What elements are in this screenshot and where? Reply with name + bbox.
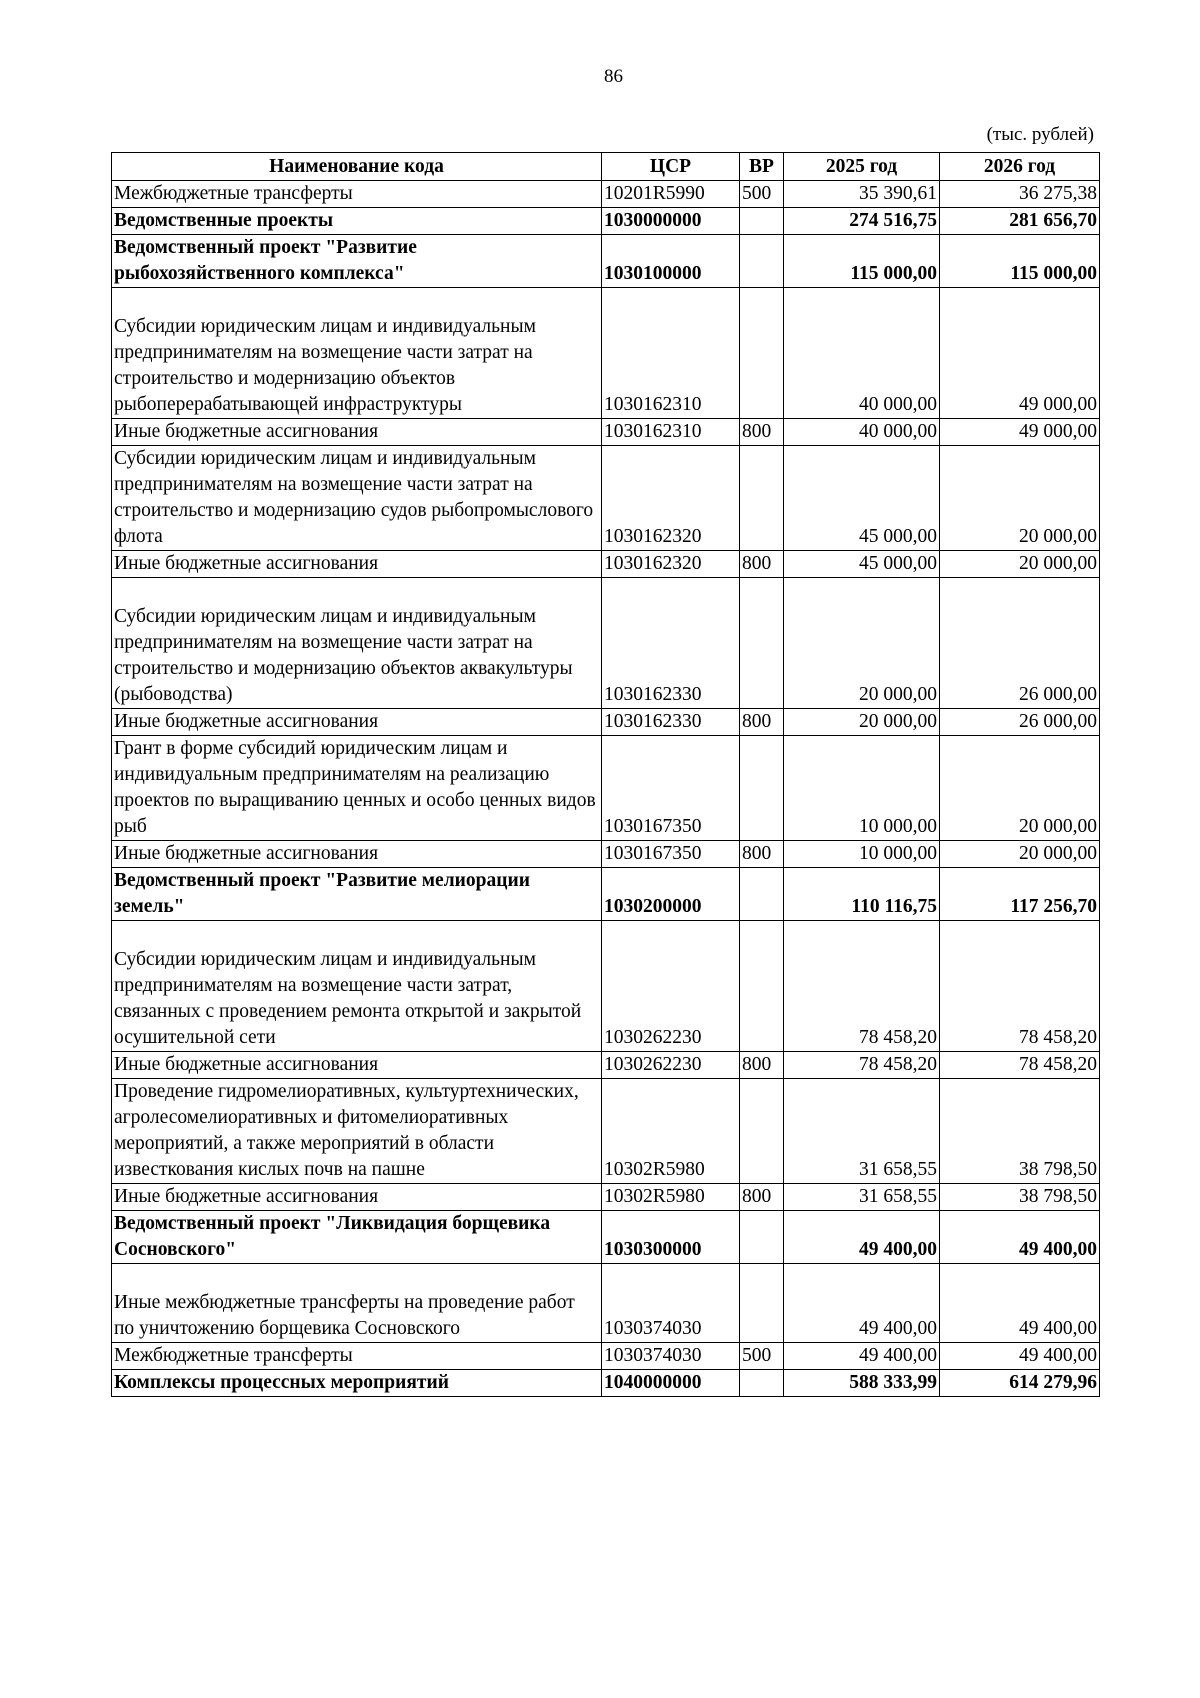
cell-name-text: Ведомственные проекты bbox=[114, 210, 334, 231]
table-row bbox=[112, 446, 1100, 551]
table-row bbox=[112, 868, 1100, 921]
table-header-row bbox=[112, 153, 1100, 181]
cell-name-text: Субсидии юридическим лицам и индивидуальным предпринимателям на возмещение части затрат на строительство и модернизацию судов рыбопромыслового флота bbox=[114, 448, 594, 547]
table-row bbox=[112, 1184, 1100, 1211]
header-vr: ВР bbox=[740, 153, 784, 181]
cell-vr bbox=[740, 1079, 784, 1184]
cell-name-text: Субсидии юридическим лицам и индивидуальным предпринимателям на возмещение части затрат на строительство и модернизацию объектов рыбоперерабатывающей инфраструктуры bbox=[114, 316, 536, 415]
cell-spacer bbox=[114, 1264, 599, 1290]
cell-2025: 274 516,75 bbox=[784, 208, 940, 235]
cell-csr: 1030162320 bbox=[602, 446, 740, 551]
cell-vr bbox=[740, 868, 784, 921]
table-row bbox=[112, 578, 1100, 709]
cell-csr: 10201R5990 bbox=[602, 181, 740, 208]
header-2026: 2026 год bbox=[940, 153, 1100, 181]
cell-2026: 49 400,00 bbox=[940, 1264, 1100, 1343]
cell-vr: 500 bbox=[740, 181, 784, 208]
cell-name bbox=[112, 1184, 602, 1211]
cell-2025: 49 400,00 bbox=[784, 1211, 940, 1264]
cell-spacer bbox=[114, 578, 599, 604]
table-row bbox=[112, 921, 1100, 1052]
cell-spacer bbox=[114, 921, 599, 947]
cell-csr: 1030200000 bbox=[602, 868, 740, 921]
table-row bbox=[112, 419, 1100, 446]
cell-vr bbox=[740, 578, 784, 709]
cell-name-text: Иные бюджетные ассигнования bbox=[114, 843, 379, 864]
cell-csr: 1030167350 bbox=[602, 736, 740, 841]
cell-2025: 78 458,20 bbox=[784, 1052, 940, 1079]
cell-name-text: Иные бюджетные ассигнования bbox=[114, 553, 379, 574]
cell-name bbox=[112, 208, 602, 235]
cell-vr: 800 bbox=[740, 709, 784, 736]
cell-csr: 1030262230 bbox=[602, 1052, 740, 1079]
cell-2025: 20 000,00 bbox=[784, 578, 940, 709]
cell-csr: 10302R5980 bbox=[602, 1184, 740, 1211]
cell-2026: 20 000,00 bbox=[940, 841, 1100, 868]
units-label: (тыс. рублей) bbox=[986, 124, 1094, 145]
cell-vr bbox=[740, 736, 784, 841]
budget-table bbox=[111, 152, 1100, 1397]
cell-csr: 1030262230 bbox=[602, 921, 740, 1052]
cell-vr bbox=[740, 208, 784, 235]
cell-2025: 10 000,00 bbox=[784, 841, 940, 868]
cell-vr bbox=[740, 235, 784, 288]
cell-2025: 40 000,00 bbox=[784, 288, 940, 419]
cell-csr: 1030162330 bbox=[602, 578, 740, 709]
cell-2025: 45 000,00 bbox=[784, 446, 940, 551]
cell-csr: 1040000000 bbox=[602, 1370, 740, 1397]
cell-2025: 31 658,55 bbox=[784, 1079, 940, 1184]
cell-vr bbox=[740, 1264, 784, 1343]
cell-vr: 800 bbox=[740, 419, 784, 446]
cell-2025: 40 000,00 bbox=[784, 419, 940, 446]
table-row bbox=[112, 1264, 1100, 1343]
table-row bbox=[112, 551, 1100, 578]
table-row bbox=[112, 736, 1100, 841]
cell-name bbox=[112, 419, 602, 446]
cell-2025: 49 400,00 bbox=[784, 1264, 940, 1343]
cell-2025: 10 000,00 bbox=[784, 736, 940, 841]
page-number: 86 bbox=[604, 66, 623, 87]
cell-name bbox=[112, 181, 602, 208]
cell-2025: 115 000,00 bbox=[784, 235, 940, 288]
cell-name bbox=[112, 235, 602, 288]
cell-2025: 31 658,55 bbox=[784, 1184, 940, 1211]
table-row bbox=[112, 1370, 1100, 1397]
cell-name-text: Иные бюджетные ассигнования bbox=[114, 711, 379, 732]
cell-2025: 35 390,61 bbox=[784, 181, 940, 208]
cell-name-text: Иные бюджетные ассигнования bbox=[114, 421, 379, 442]
cell-csr: 1030162330 bbox=[602, 709, 740, 736]
cell-spacer bbox=[114, 288, 599, 314]
cell-name bbox=[112, 709, 602, 736]
cell-2026: 38 798,50 bbox=[940, 1079, 1100, 1184]
header-2025: 2025 год bbox=[784, 153, 940, 181]
header-name: Наименование кода bbox=[112, 153, 602, 181]
cell-csr: 1030162310 bbox=[602, 419, 740, 446]
cell-csr: 1030100000 bbox=[602, 235, 740, 288]
cell-vr: 800 bbox=[740, 551, 784, 578]
cell-2026: 20 000,00 bbox=[940, 551, 1100, 578]
cell-2026: 78 458,20 bbox=[940, 921, 1100, 1052]
cell-2026: 20 000,00 bbox=[940, 736, 1100, 841]
cell-name-text: Ведомственный проект "Ликвидация борщевика Сосновского" bbox=[114, 1213, 551, 1260]
table-row bbox=[112, 288, 1100, 419]
cell-2025: 45 000,00 bbox=[784, 551, 940, 578]
table-body bbox=[112, 181, 1100, 1397]
cell-csr: 1030000000 bbox=[602, 208, 740, 235]
cell-vr bbox=[740, 288, 784, 419]
cell-2026: 117 256,70 bbox=[940, 868, 1100, 921]
cell-2026: 20 000,00 bbox=[940, 446, 1100, 551]
cell-name bbox=[112, 1052, 602, 1079]
cell-vr bbox=[740, 446, 784, 551]
table-row bbox=[112, 181, 1100, 208]
cell-name-text: Субсидии юридическим лицам и индивидуальным предпринимателям на возмещение части затрат, связанных с проведением ремонта открытой и закрытой осушительной сети bbox=[114, 949, 582, 1048]
cell-2026: 38 798,50 bbox=[940, 1184, 1100, 1211]
cell-name bbox=[112, 1079, 602, 1184]
cell-vr bbox=[740, 921, 784, 1052]
cell-2026: 26 000,00 bbox=[940, 578, 1100, 709]
table-row bbox=[112, 841, 1100, 868]
cell-name bbox=[112, 1264, 602, 1343]
header-csr: ЦСР bbox=[602, 153, 740, 181]
cell-vr bbox=[740, 1370, 784, 1397]
cell-2026: 49 000,00 bbox=[940, 288, 1100, 419]
cell-csr: 1030374030 bbox=[602, 1264, 740, 1343]
cell-name-text: Субсидии юридическим лицам и индивидуальным предпринимателям на возмещение части затрат на строительство и модернизацию объектов аквакультуры (рыбоводства) bbox=[114, 606, 573, 705]
table-row bbox=[112, 1052, 1100, 1079]
cell-name-text: Иные бюджетные ассигнования bbox=[114, 1186, 379, 1207]
table-row bbox=[112, 208, 1100, 235]
cell-vr: 800 bbox=[740, 1184, 784, 1211]
cell-csr: 1030162320 bbox=[602, 551, 740, 578]
cell-name bbox=[112, 1370, 602, 1397]
cell-vr: 500 bbox=[740, 1343, 784, 1370]
cell-name bbox=[112, 736, 602, 841]
cell-name-text: Грант в форме субсидий юридическим лицам и индивидуальным предпринимателям на реализацию проектов по выращиванию ценных и особо ценных видов рыб bbox=[114, 738, 596, 837]
cell-vr: 800 bbox=[740, 1052, 784, 1079]
table-row bbox=[112, 709, 1100, 736]
cell-2026: 36 275,38 bbox=[940, 181, 1100, 208]
table-row bbox=[112, 1211, 1100, 1264]
cell-name bbox=[112, 551, 602, 578]
cell-name-text: Межбюджетные трансферты bbox=[114, 1345, 353, 1366]
cell-csr: 10302R5980 bbox=[602, 1079, 740, 1184]
cell-name bbox=[112, 868, 602, 921]
cell-name-text: Проведение гидромелиоративных, культуртехнических, агролесомелиоративных и фитомелиоративных мероприятий, а также мероприятий в области известкования кислых почв на пашне bbox=[114, 1081, 579, 1180]
cell-name bbox=[112, 446, 602, 551]
cell-name-text: Ведомственный проект "Развитие рыбохозяйственного комплекса" bbox=[114, 237, 417, 284]
cell-vr: 800 bbox=[740, 841, 784, 868]
cell-vr bbox=[740, 1211, 784, 1264]
cell-name bbox=[112, 1211, 602, 1264]
cell-name bbox=[112, 921, 602, 1052]
cell-csr: 1030167350 bbox=[602, 841, 740, 868]
cell-name-text: Иные межбюджетные трансферты на проведение работ по уничтожению борщевика Сосновского bbox=[114, 1292, 575, 1339]
cell-name-text: Комплексы процессных мероприятий bbox=[114, 1372, 449, 1393]
cell-2026: 49 400,00 bbox=[940, 1343, 1100, 1370]
cell-2025: 78 458,20 bbox=[784, 921, 940, 1052]
cell-2025: 20 000,00 bbox=[784, 709, 940, 736]
cell-name-text: Ведомственный проект "Развитие мелиорации земель" bbox=[114, 870, 530, 917]
cell-2025: 110 116,75 bbox=[784, 868, 940, 921]
cell-csr: 1030300000 bbox=[602, 1211, 740, 1264]
table-row bbox=[112, 1079, 1100, 1184]
cell-2026: 49 000,00 bbox=[940, 419, 1100, 446]
cell-name-text: Межбюджетные трансферты bbox=[114, 183, 353, 204]
cell-name-text: Иные бюджетные ассигнования bbox=[114, 1054, 379, 1075]
cell-2026: 49 400,00 bbox=[940, 1211, 1100, 1264]
cell-name bbox=[112, 841, 602, 868]
cell-2026: 614 279,96 bbox=[940, 1370, 1100, 1397]
table-row bbox=[112, 235, 1100, 288]
cell-name bbox=[112, 578, 602, 709]
cell-name bbox=[112, 1343, 602, 1370]
cell-2025: 49 400,00 bbox=[784, 1343, 940, 1370]
cell-2026: 115 000,00 bbox=[940, 235, 1100, 288]
cell-2026: 281 656,70 bbox=[940, 208, 1100, 235]
table-row bbox=[112, 1343, 1100, 1370]
cell-csr: 1030374030 bbox=[602, 1343, 740, 1370]
cell-csr: 1030162310 bbox=[602, 288, 740, 419]
cell-2026: 26 000,00 bbox=[940, 709, 1100, 736]
cell-2025: 588 333,99 bbox=[784, 1370, 940, 1397]
cell-2026: 78 458,20 bbox=[940, 1052, 1100, 1079]
cell-name bbox=[112, 288, 602, 419]
